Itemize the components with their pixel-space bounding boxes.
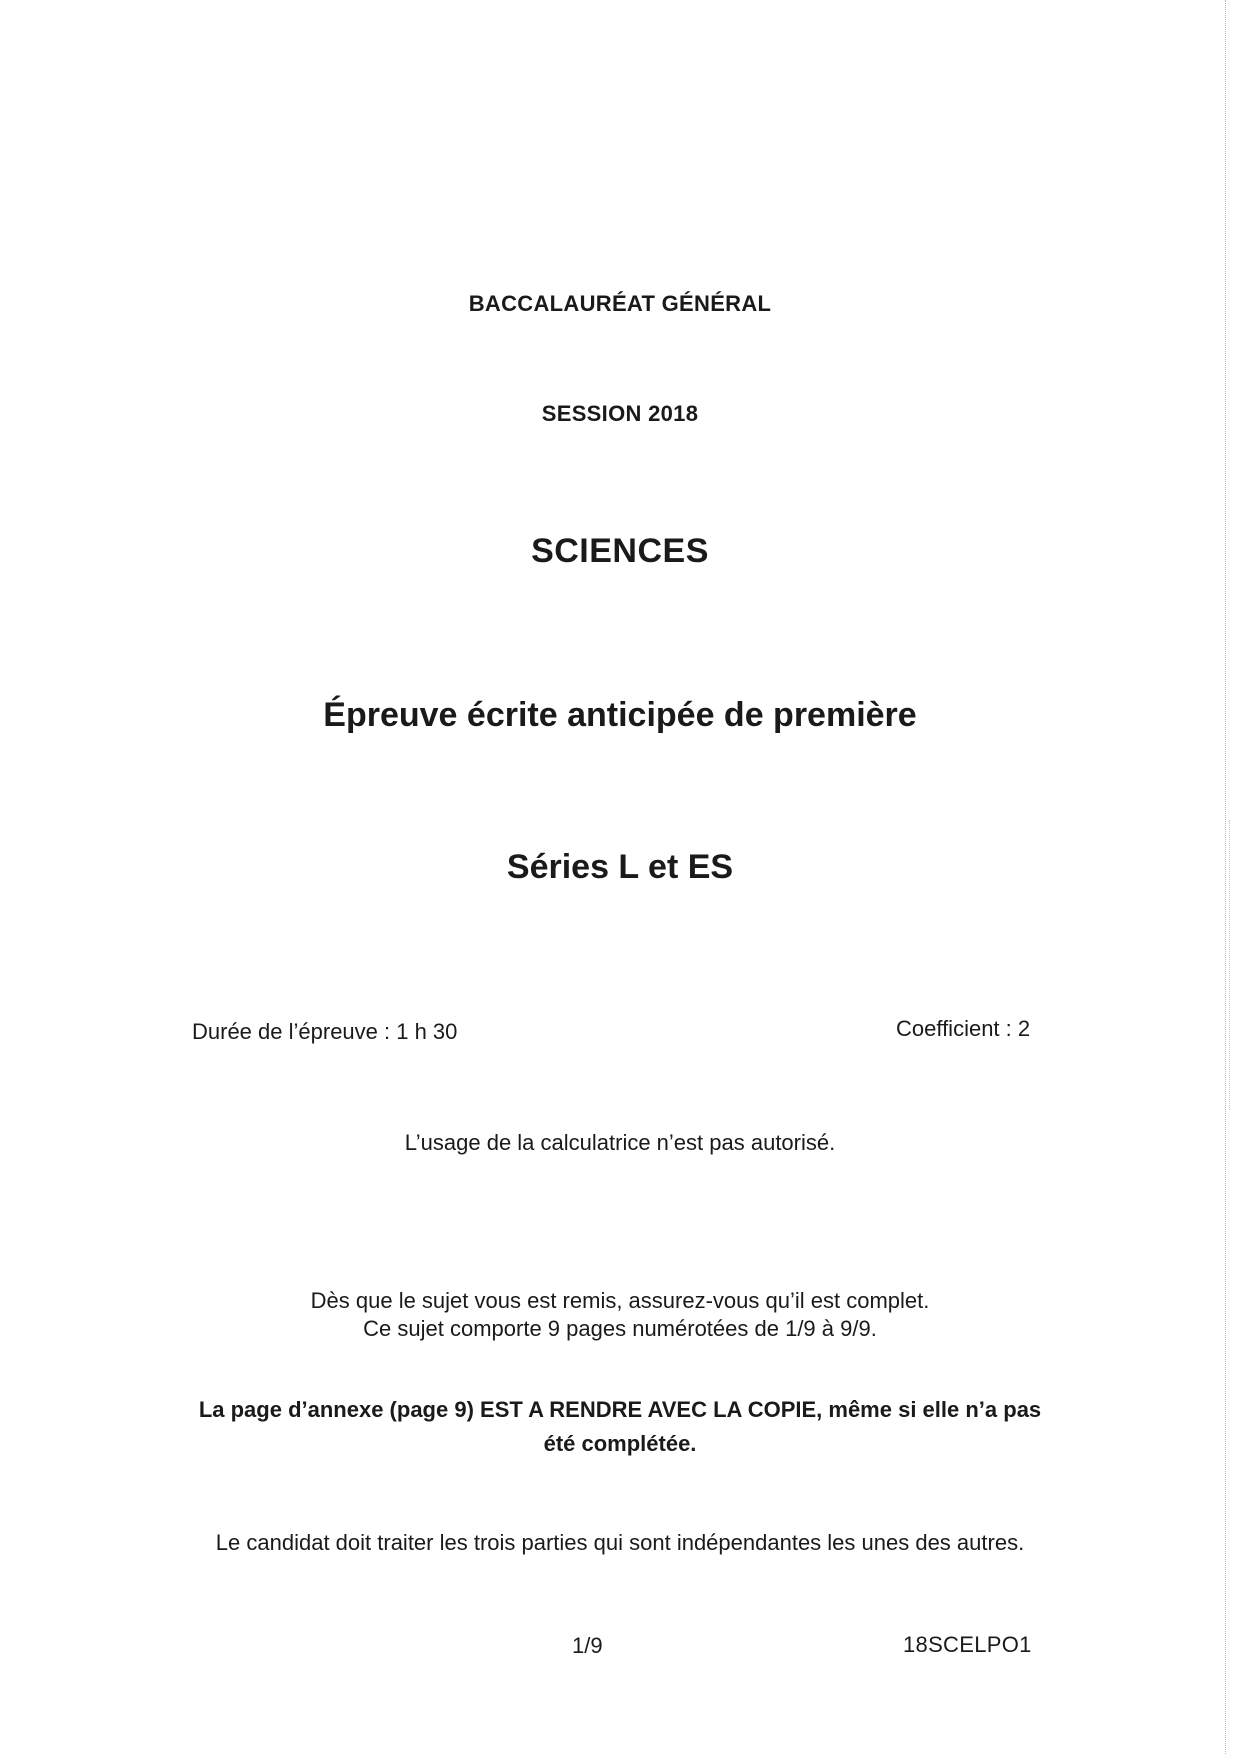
session-heading: SESSION 2018 xyxy=(541,401,699,426)
exam-coefficient: Coefficient : 2 xyxy=(896,1016,1031,1041)
candidate-note: Le candidat doit traiter les trois parties qui sont indépendantes les unes des autres. xyxy=(215,1530,1025,1555)
annex-notice-line: été complétée. xyxy=(543,1431,697,1456)
instruction-line: Dès que le sujet vous est remis, assurez-vous qu’il est complet. xyxy=(310,1288,930,1313)
completeness-instructions xyxy=(0,1287,1240,1343)
annex-notice-line: La page d’annexe (page 9) EST A RENDRE AVEC LA COPIE, même si elle n’a pas xyxy=(198,1397,1042,1422)
subject-title: SCIENCES xyxy=(531,532,709,570)
exam-type-heading: BACCALAURÉAT GÉNÉRAL xyxy=(468,291,772,316)
page-code: 18SCELPO1 xyxy=(903,1632,1032,1657)
exam-duration: Durée de l’épreuve : 1 h 30 xyxy=(192,1019,458,1044)
page-number: 1/9 xyxy=(572,1633,603,1658)
series-title: Séries L et ES xyxy=(506,848,734,886)
annex-notice xyxy=(120,1393,1120,1461)
calculator-notice: L’usage de la calculatrice n’est pas autorisé. xyxy=(404,1130,836,1155)
scan-edge-line xyxy=(1225,0,1226,1754)
instruction-line: Ce sujet comporte 9 pages numérotées de 1/9 à 9/9. xyxy=(363,1316,877,1341)
scan-edge-line xyxy=(1229,820,1230,1110)
epreuve-title: Épreuve écrite anticipée de première xyxy=(323,696,917,734)
